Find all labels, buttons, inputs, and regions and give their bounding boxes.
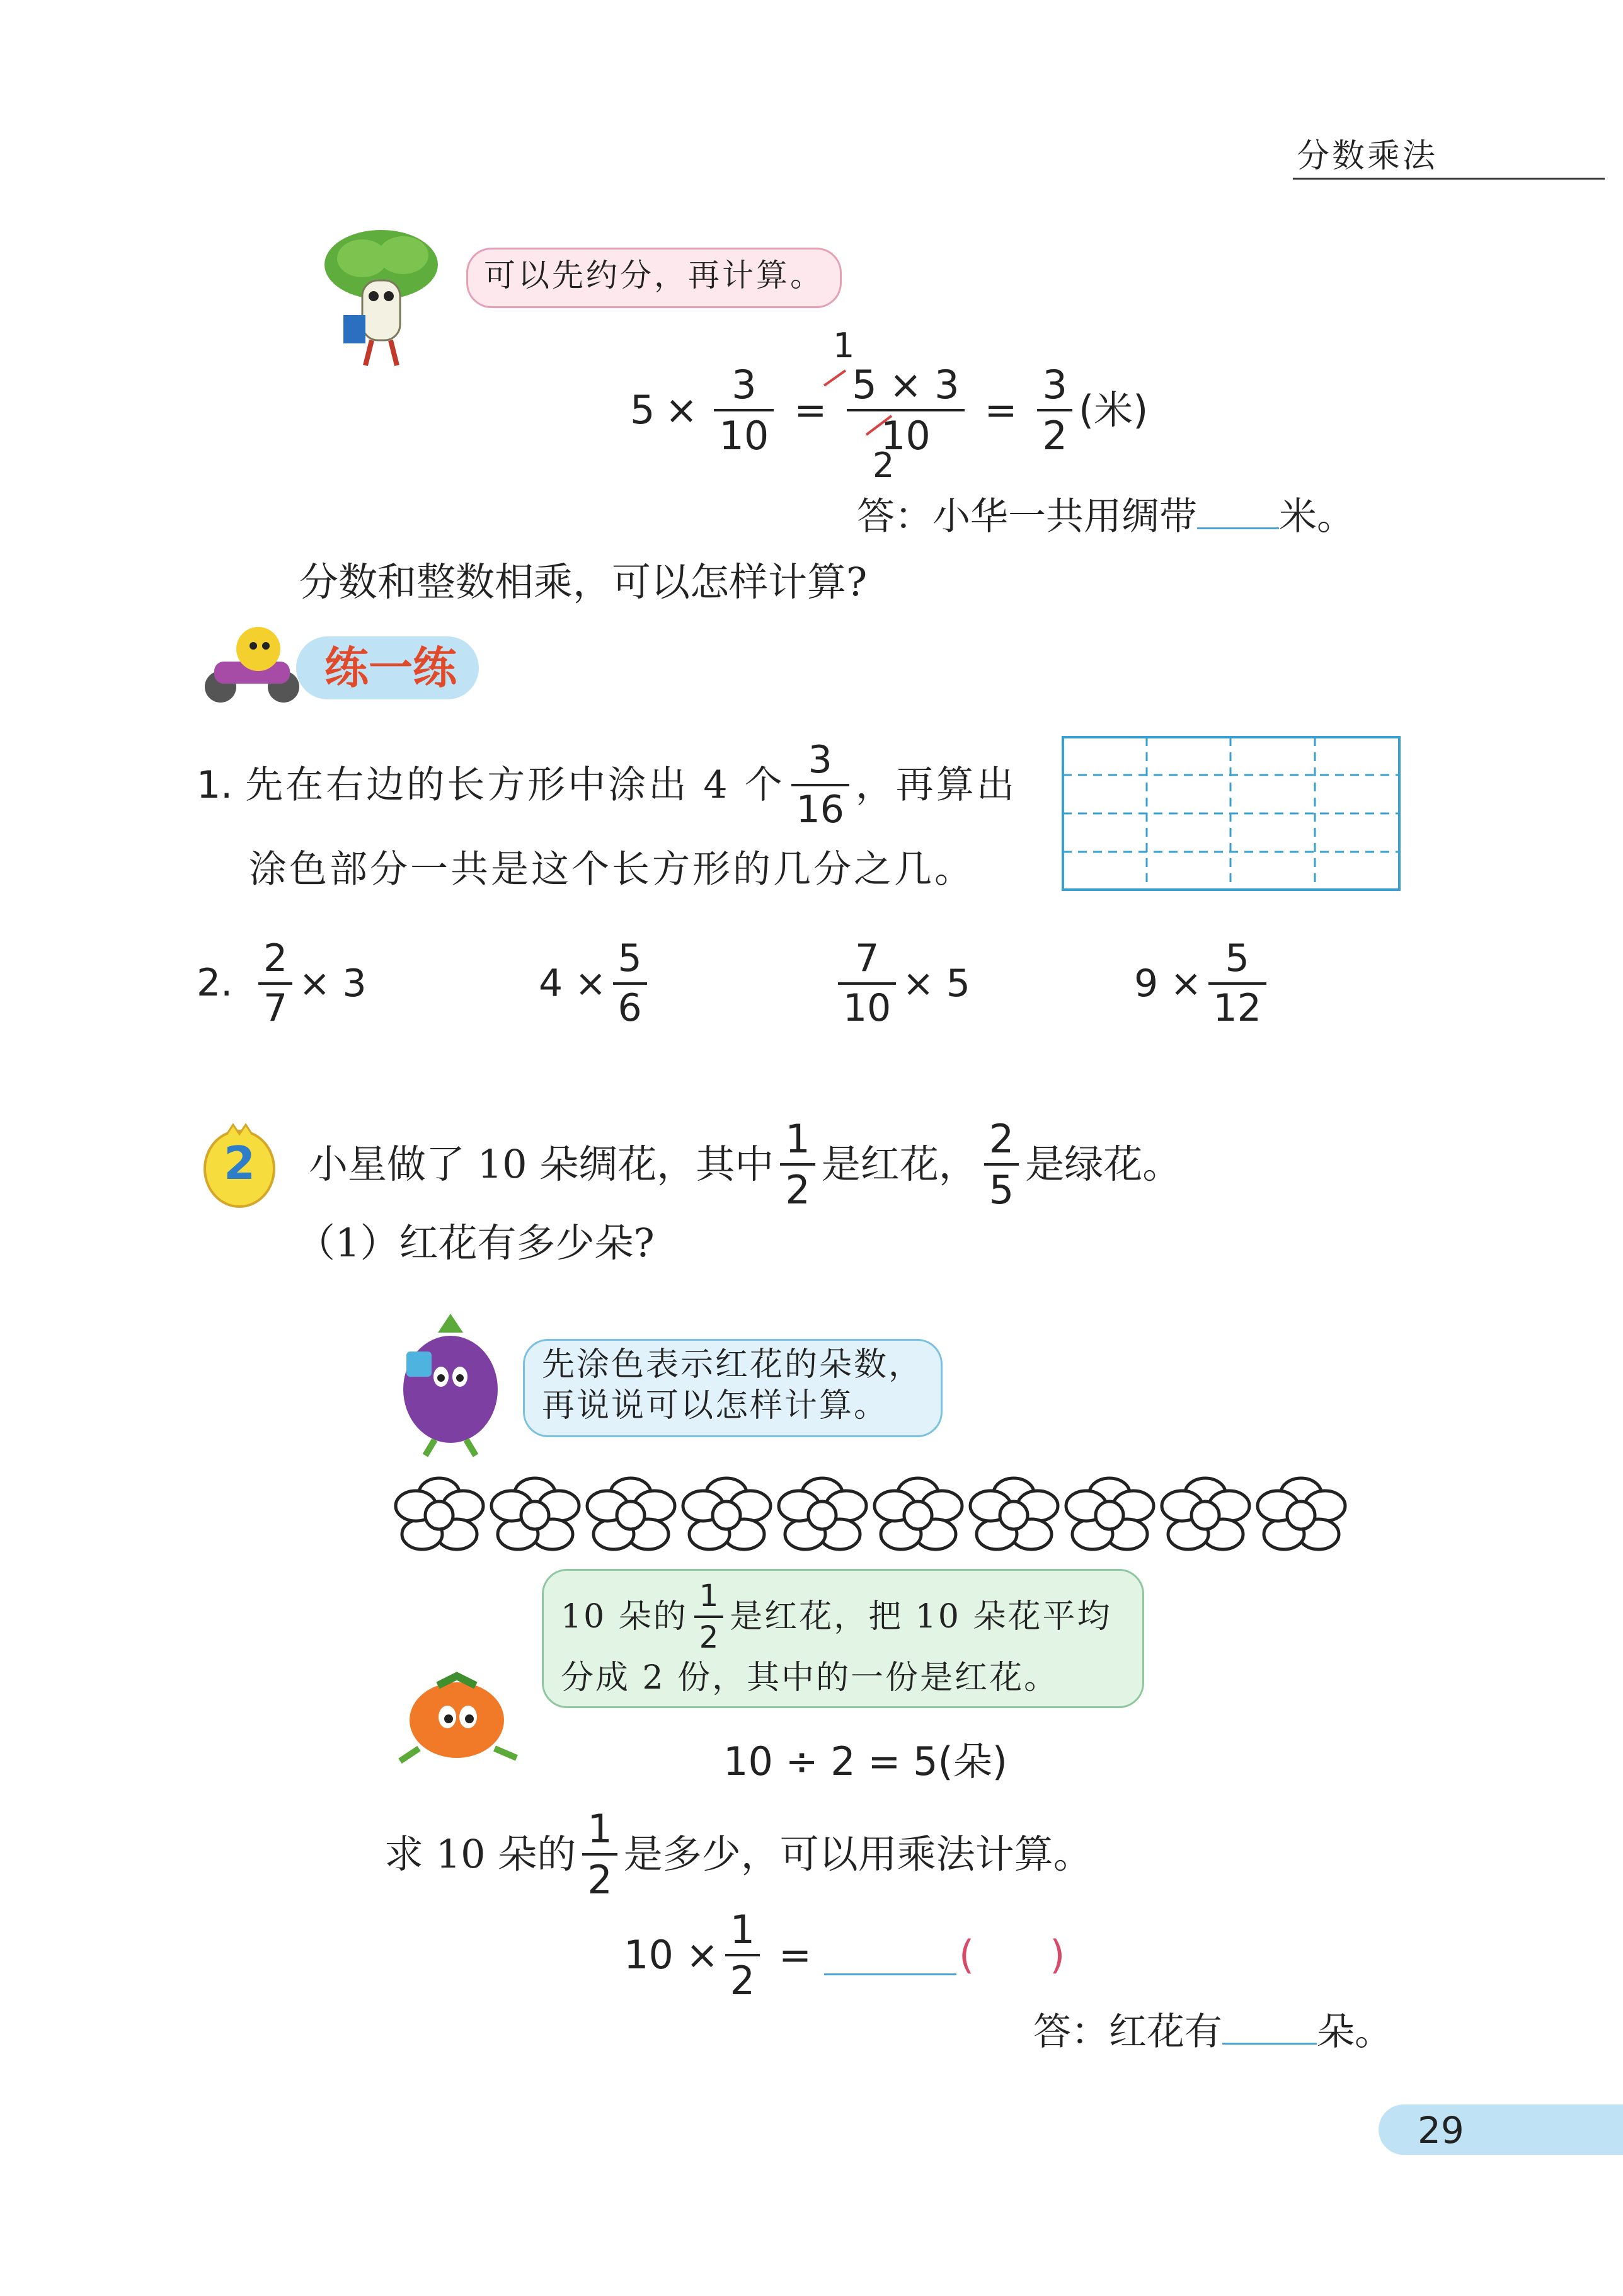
flower-row <box>397 1481 1355 1556</box>
ex2-answer-prefix: 答：红花有 <box>1033 2010 1222 2054</box>
page-number-tab <box>1379 2104 1623 2155</box>
ex2-f2-den: 5 <box>989 1167 1014 1214</box>
q2-item-1-num: 2 <box>263 936 288 980</box>
flower-icon[interactable] <box>1259 1481 1344 1550</box>
cabbage-character-icon <box>318 221 444 372</box>
tomato-character-icon <box>387 1667 532 1774</box>
eq-equals-2: = <box>984 387 1018 433</box>
ex2-f2-num: 2 <box>989 1116 1014 1162</box>
flower-icon[interactable] <box>876 1481 961 1550</box>
q1-text-a: 先在右边的长方形中涂出 4 个 <box>245 763 785 807</box>
ex2-answer <box>1033 2010 1392 2054</box>
practice-title: 练一练 <box>324 641 457 694</box>
ex2-f1-num: 1 <box>785 1116 810 1162</box>
intro-answer-prefix: 答：小华一共用绸带 <box>857 495 1197 539</box>
final-eq-den: 2 <box>730 1958 755 2004</box>
q2-item-3 <box>832 936 970 1030</box>
q2-item-3-den: 10 <box>843 986 892 1030</box>
eggplant-bubble-line2: 再说说可以怎样计算。 <box>542 1387 889 1425</box>
ex2-text-a: 小星做了 10 朵绸花，其中 <box>309 1141 774 1188</box>
header-rule <box>1293 178 1605 180</box>
flower-icon[interactable] <box>493 1481 578 1550</box>
ex2-answer-suffix: 朵。 <box>1317 2010 1392 2054</box>
q2-item-3-op: × 5 <box>902 961 970 1006</box>
q2-item-2 <box>539 936 653 1030</box>
eq-unit: (米) <box>1078 387 1149 433</box>
q2-item-2-den: 6 <box>617 986 642 1030</box>
ex2-answer-blank[interactable] <box>1222 2043 1317 2045</box>
final-eq-num: 1 <box>730 1907 755 1953</box>
q2-item-2-num: 5 <box>617 936 642 980</box>
q1-frac-den: 16 <box>796 788 844 832</box>
example-badge-number: 2 <box>224 1137 256 1190</box>
q2-item-1-den: 7 <box>263 986 288 1030</box>
cancel-marks <box>819 365 901 447</box>
tomato-bubble-line1 <box>561 1580 1111 1654</box>
eggplant-bubble-line1: 先涂色表示红花的朵数， <box>542 1346 924 1384</box>
mult-text-b: 是多少，可以用乘法计算。 <box>623 1831 1093 1878</box>
eq-mid-num: 5 × 3 <box>852 362 960 408</box>
mult-num: 1 <box>587 1806 612 1852</box>
intro-question: 分数和整数相乘，可以怎样计算? <box>299 559 868 605</box>
q1-frac-num: 3 <box>808 738 832 782</box>
q1-number: 1. <box>197 763 233 807</box>
mult-den: 2 <box>587 1857 612 1903</box>
section-title: 分数乘法 <box>1297 137 1438 175</box>
eq-res-den: 2 <box>1042 413 1067 459</box>
final-eq-sign: = <box>779 1932 812 1978</box>
tomato-bubble-text-a: 10 朵的 <box>561 1598 688 1636</box>
flower-icon[interactable] <box>1067 1481 1152 1550</box>
q1-text-b: ，再算出 <box>855 763 1017 807</box>
tomato-frac-num: 1 <box>699 1578 719 1614</box>
eq-equals-1: = <box>794 387 827 433</box>
q2-item-4-den: 12 <box>1213 986 1261 1030</box>
final-eq-paren-close: ) <box>1050 1932 1065 1978</box>
flower-icon[interactable] <box>684 1481 769 1550</box>
ex2-f1-den: 2 <box>785 1167 810 1214</box>
eq-reduced-top: 1 <box>833 326 855 365</box>
final-eq-lead: 10 × <box>624 1932 719 1978</box>
eggplant-character-icon <box>378 1307 523 1459</box>
q2-item-1-op: × 3 <box>299 961 367 1006</box>
q1-line2: 涂色部分一共是这个长方形的几分之几。 <box>249 847 975 892</box>
q2-item-4-lead: 9 × <box>1134 961 1202 1006</box>
eq-times: × <box>665 387 698 433</box>
eq-whole: 5 <box>630 387 655 433</box>
eq-res-num: 3 <box>1042 362 1067 408</box>
mult-statement <box>384 1806 1093 1903</box>
flower-icon[interactable] <box>397 1481 482 1550</box>
ex2-text-b: 是红花， <box>821 1141 978 1188</box>
q2-number: 2. <box>197 961 233 1005</box>
division-equation: 10 ÷ 2 = 5(朵) <box>723 1738 1007 1784</box>
motorbike-character-icon <box>195 624 309 706</box>
hint-bubble-text: 可以先约分，再计算。 <box>484 257 824 294</box>
intro-answer-blank[interactable] <box>1197 527 1279 529</box>
intro-answer <box>857 495 1355 539</box>
q2-item-1 <box>252 936 367 1030</box>
eq-f1-den: 10 <box>719 413 769 459</box>
eq-reduced-bottom: 2 <box>873 445 895 485</box>
example2-statement <box>309 1116 1182 1214</box>
tomato-bubble-text-b: 是红花，把 10 朵花平均 <box>730 1598 1112 1636</box>
tomato-bubble-line2: 分成 2 份，其中的一份是红花。 <box>561 1659 1059 1697</box>
flower-icon[interactable] <box>780 1481 865 1550</box>
final-eq-paren-open: ( <box>958 1932 975 1978</box>
flower-icon[interactable] <box>1163 1481 1248 1550</box>
ex2-text-c: 是绿花。 <box>1025 1141 1182 1188</box>
q1-line1 <box>197 740 1017 830</box>
q2-item-3-num: 7 <box>855 936 880 980</box>
final-eq-answer-blank[interactable] <box>824 1936 956 1975</box>
mult-text-a: 求 10 朵的 <box>384 1831 576 1878</box>
intro-answer-suffix: 米。 <box>1279 495 1355 539</box>
eq-f1-num: 3 <box>731 362 757 408</box>
tomato-frac-den: 2 <box>699 1620 719 1656</box>
q2-item-4 <box>1134 936 1273 1030</box>
shading-grid[interactable] <box>1062 736 1402 893</box>
flower-icon[interactable] <box>972 1481 1057 1550</box>
q2-item-4-num: 5 <box>1225 936 1249 980</box>
ex2-sub1: （1）红花有多少朵? <box>296 1220 655 1266</box>
final-equation <box>624 1907 1065 2004</box>
eq-mid-den: 10 <box>880 413 931 459</box>
page-number: 29 <box>1418 2109 1464 2152</box>
flower-icon[interactable] <box>588 1481 674 1550</box>
q2-item-2-lead: 4 × <box>539 961 607 1006</box>
